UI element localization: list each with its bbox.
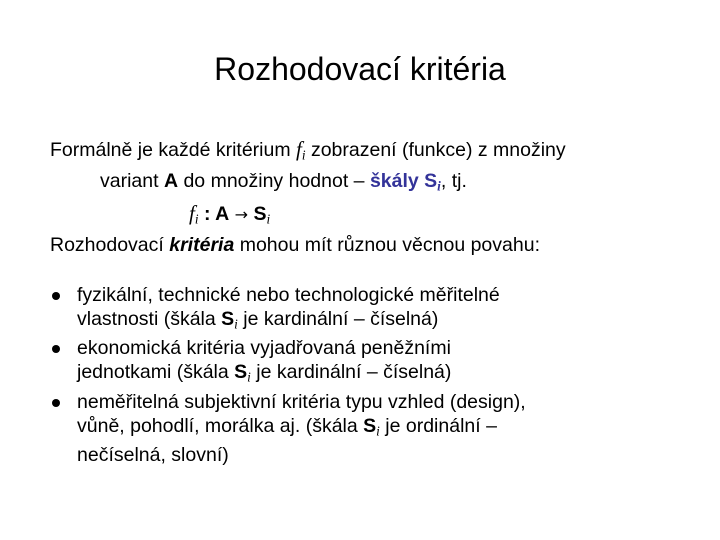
i-subscript: i [234, 316, 238, 332]
right-arrow-icon: → [234, 204, 249, 224]
intro-text: variant [100, 170, 164, 193]
slide-title: Rozhodovací kritéria [214, 51, 506, 87]
bullet-dot-icon [52, 345, 60, 353]
bullet-line: neměřitelná subjektivní kritéria typu vzhled (design), [77, 390, 526, 413]
bullet-text: je kardinální – číselná) [237, 308, 439, 330]
intro-text: Formálně je každé kritérium [50, 139, 296, 161]
bullet-text: jednotkami (škála [77, 361, 235, 384]
bullet-dot-icon [52, 292, 60, 300]
intro-text: zobrazení (funkce) z množiny [305, 139, 566, 161]
set-s-symbol: S [221, 308, 235, 330]
bullet-line: ekonomická kritéria vyjadřovaná peněžními [77, 337, 451, 360]
bullet-line [77, 307, 700, 336]
bullet-item [50, 336, 700, 389]
bullet-line [77, 414, 700, 443]
i-subscript: i [437, 178, 441, 194]
set-s-symbol: S [253, 202, 267, 225]
i-subscript: i [301, 147, 306, 163]
i-subscript: i [247, 369, 251, 385]
bullet-text: je kardinální – číselná) [250, 361, 452, 384]
i-subscript: i [266, 210, 271, 226]
scale-term: škály S [369, 170, 438, 193]
intro-paragraph [50, 136, 700, 258]
criteria-term: kritéria [169, 233, 235, 256]
intro-line-1 [50, 136, 700, 168]
intro-line-2 [50, 168, 700, 199]
bullet-text: vůně, pohodlí, morálka aj. (škála [77, 414, 364, 437]
mapping-formula [50, 200, 700, 232]
bullet-line: fyzikální, technické nebo technologické měřitelné [77, 284, 500, 306]
set-a-symbol: A [163, 170, 179, 193]
set-a-symbol: A [215, 202, 230, 225]
f-symbol: f [189, 200, 195, 225]
f-symbol: f [296, 137, 302, 161]
bullet-text: vlastnosti (škála [77, 308, 222, 330]
bullet-dot-icon [52, 399, 60, 407]
formula-colon: : [198, 202, 216, 225]
intro-text: mohou mít různou věcnou povahu: [234, 233, 540, 256]
set-s-symbol: S [234, 361, 248, 384]
i-subscript: i [376, 422, 380, 438]
bullet-line: nečíselná, slovní) [77, 443, 229, 466]
criteria-bullet-list [50, 283, 700, 467]
set-s-symbol: S [363, 414, 377, 437]
intro-line-4 [50, 232, 700, 258]
bullet-line [77, 360, 700, 389]
i-subscript: i [194, 210, 199, 226]
bullet-item [50, 390, 700, 467]
bullet-item [50, 283, 700, 336]
intro-text: , tj. [440, 170, 467, 193]
bullet-text: je ordinální – [379, 414, 497, 437]
intro-text: do množiny hodnot – [178, 170, 370, 193]
intro-text: Rozhodovací [50, 233, 170, 256]
